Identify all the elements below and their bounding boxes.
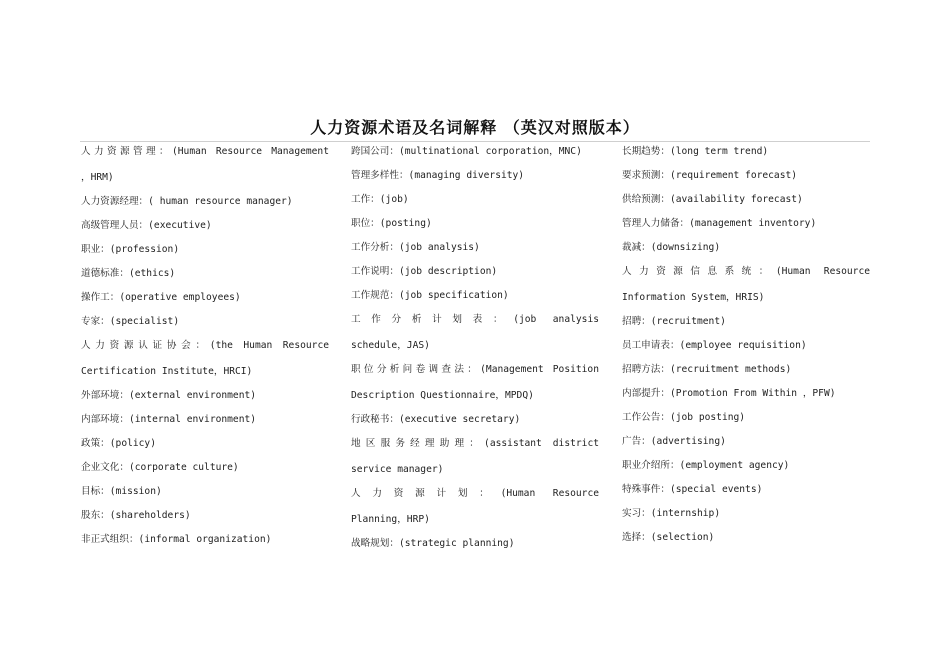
- glossary-column-2: [351, 146, 599, 562]
- glossary-entry: 管理多样性：(managing diversity): [351, 170, 525, 181]
- glossary-entry: 裁减：(downsizing): [622, 242, 721, 253]
- glossary-entry-line: ，HRM): [81, 172, 114, 183]
- glossary-entry-line: 地区服务经理助理：(assistant district: [351, 438, 599, 449]
- glossary-entry-line: 人力资源信息系统：(Human Resource: [622, 266, 870, 277]
- glossary-column-3: [622, 146, 870, 556]
- glossary-entry-line: 人力资源认证协会：(the Human Resource: [81, 340, 329, 351]
- document-title: 人力资源术语及名词解释 （英汉对照版本）: [310, 118, 640, 137]
- glossary-entry: 工作分析：(job analysis): [351, 242, 480, 253]
- glossary-entry: 政策：(policy): [81, 438, 156, 449]
- glossary-entry: 人力资源经理：( human resource manager): [81, 196, 293, 207]
- glossary-entry-line: Information System，HRIS): [622, 292, 765, 303]
- glossary-entry: 目标：(mission): [81, 486, 162, 497]
- glossary-entry: 跨国公司：(multinational corporation，MNC): [351, 146, 582, 157]
- glossary-entry: 职业介绍所：(employment agency): [622, 460, 790, 471]
- glossary-entry: 工作：(job): [351, 194, 409, 205]
- glossary-entry: 内部环境：(internal environment): [81, 414, 257, 425]
- glossary-entry: 道德标准：(ethics): [81, 268, 176, 279]
- glossary-entry: 招聘：(recruitment): [622, 316, 726, 327]
- glossary-entry: 内部提升：(Promotion From Within ，PFW): [622, 388, 836, 399]
- glossary-entry: 特殊事件：(special events): [622, 484, 763, 495]
- glossary-entry: 专家：(specialist): [81, 316, 180, 327]
- glossary-entry: 广告：(advertising): [622, 436, 726, 447]
- glossary-entry: 实习：(internship): [622, 508, 721, 519]
- glossary-entry: [351, 438, 599, 488]
- glossary-entry: [351, 364, 599, 414]
- glossary-entry: 操作工：(operative employees): [81, 292, 241, 303]
- glossary-column-1: [81, 146, 329, 558]
- glossary-entry-line: 职位分析问卷调查法：(Management Position: [351, 364, 599, 375]
- glossary-entry: 供给预测：(availability forecast): [622, 194, 803, 205]
- glossary-entry-line: Certification Institute，HRCI): [81, 366, 253, 377]
- glossary-entry: 战略规划：(strategic planning): [351, 538, 515, 549]
- glossary-entry-line: Planning，HRP): [351, 514, 430, 525]
- glossary-entry: [351, 314, 599, 364]
- title-divider: [80, 141, 870, 142]
- glossary-entry: 招聘方法：(recruitment methods): [622, 364, 792, 375]
- glossary-entry: 选择：(selection): [622, 532, 715, 543]
- glossary-entry: [351, 488, 599, 538]
- glossary-entry: 员工申请表：(employee requisition): [622, 340, 807, 351]
- glossary-entry: 非正式组织：(informal organization): [81, 534, 272, 545]
- glossary-entry: 股东：(shareholders): [81, 510, 191, 521]
- glossary-entry-line: 工作分析计划表：(job analysis: [351, 314, 599, 325]
- glossary-entry: 管理人力储备：(management inventory): [622, 218, 817, 229]
- glossary-entry: [81, 146, 329, 196]
- glossary-entry: 工作说明：(job description): [351, 266, 498, 277]
- glossary-entry: 高级管理人员：(executive): [81, 220, 212, 231]
- glossary-entry: 要求预测：(requirement forecast): [622, 170, 798, 181]
- glossary-entry-line: Description Questionnaire，MPDQ): [351, 390, 534, 401]
- glossary-entry: 职业：(profession): [81, 244, 180, 255]
- glossary-entry: 企业文化：(corporate culture): [81, 462, 239, 473]
- glossary-entry: 长期趋势：(long term trend): [622, 146, 769, 157]
- glossary-entry-line: service manager): [351, 464, 444, 475]
- glossary-entry: 工作公告：(job posting): [622, 412, 746, 423]
- glossary-entry: [622, 266, 870, 316]
- glossary-entry: 外部环境：(external environment): [81, 390, 257, 401]
- glossary-entry: 行政秘书：(executive secretary): [351, 414, 521, 425]
- glossary-entry: [81, 340, 329, 390]
- glossary-entry: 工作规范：(job specification): [351, 290, 509, 301]
- glossary-entry: 职位：(posting): [351, 218, 432, 229]
- glossary-entry-line: schedule，JAS): [351, 340, 430, 351]
- glossary-entry-line: 人力资源计划：(Human Resource: [351, 488, 599, 499]
- glossary-entry-line: 人力资源管理：(Human Resource Management: [81, 146, 329, 157]
